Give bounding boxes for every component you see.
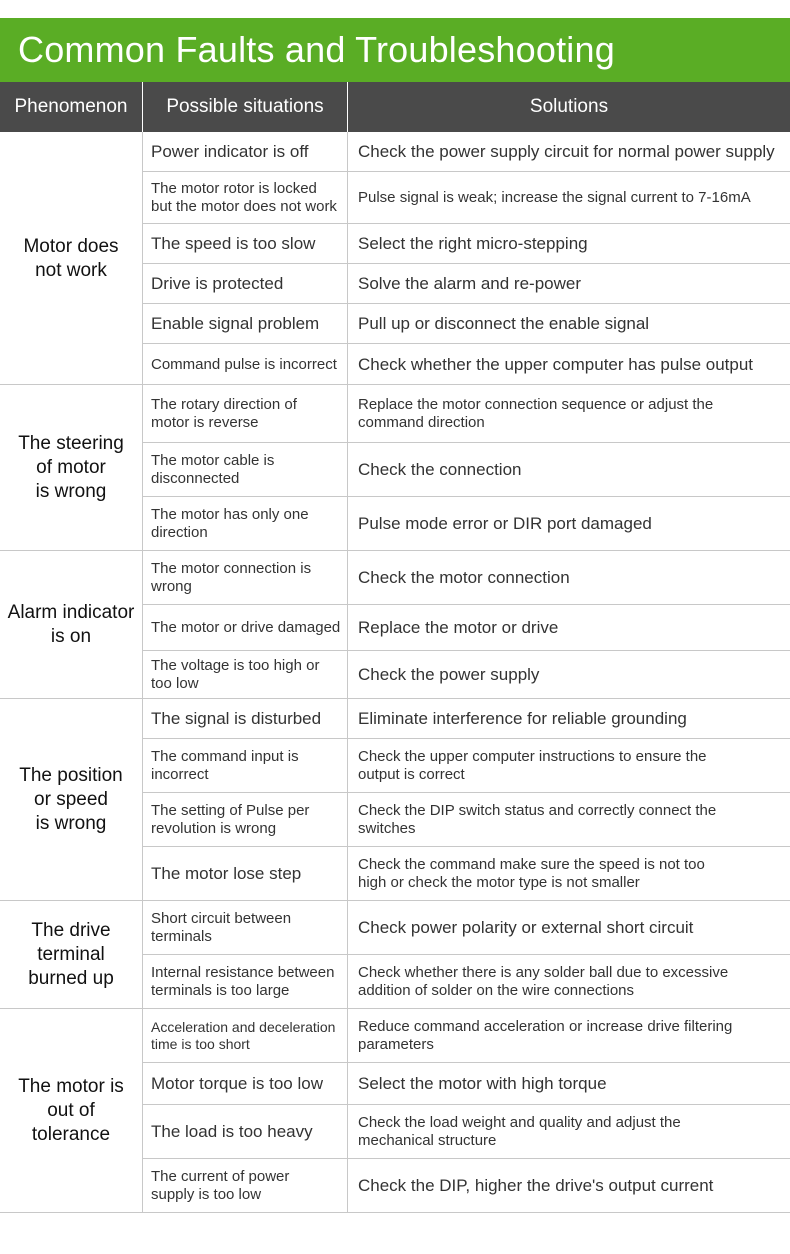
solution-cell: Solve the alarm and re-power: [358, 274, 582, 293]
solution-cell: Pull up or disconnect the enable signal: [358, 314, 650, 333]
troubleshooting-table: [0, 132, 790, 1214]
situation-cell: Command pulse is incorrect: [151, 355, 337, 373]
situation-cell: Drive is protected: [151, 274, 284, 293]
situation-cell: The current of power supply is too low: [151, 1168, 290, 1203]
situation-cell: The motor or drive damaged: [151, 619, 341, 636]
situation-cell: Power indicator is off: [151, 142, 309, 161]
situation-cell: Enable signal problem: [151, 314, 320, 333]
situation-cell: The motor rotor is locked but the motor does not work: [151, 180, 337, 215]
solution-cell: Pulse mode error or DIR port damaged: [358, 514, 652, 533]
solution-cell: Check power polarity or external short circuit: [358, 918, 694, 937]
solution-cell: Replace the motor or drive: [358, 618, 559, 637]
page-title: Common Faults and Troubleshooting: [0, 18, 790, 82]
solution-cell: Check whether there is any solder ball due to excessive addition of solder on the wire connections: [358, 964, 729, 999]
phenomenon-cell: The motor is out of tolerance: [18, 1076, 124, 1145]
situation-cell: The signal is disturbed: [151, 709, 322, 728]
solution-cell: Check the motor connection: [358, 568, 570, 587]
solution-cell: Select the motor with high torque: [358, 1074, 607, 1093]
situation-cell: Short circuit between terminals: [151, 910, 292, 945]
phenomenon-cell: Alarm indicator is on: [7, 602, 135, 647]
situation-cell: The motor lose step: [151, 864, 302, 883]
situation-cell: The motor has only one direction: [151, 506, 309, 541]
solution-cell: Check the connection: [358, 460, 522, 479]
column-divider: [347, 132, 348, 1213]
solution-cell: Check the DIP switch status and correctly connect the switches: [358, 802, 717, 837]
situation-cell: The voltage is too high or too low: [151, 657, 320, 692]
solution-cell: Check whether the upper computer has pulse output: [358, 354, 754, 374]
solution-cell: Pulse signal is weak; increase the signal current to 7-16mA: [358, 189, 751, 206]
table-header: [0, 82, 790, 132]
phenomenon-cell: Motor does not work: [23, 235, 119, 281]
solution-cell: Check the power supply circuit for normal power supply: [358, 142, 775, 161]
group-divider: [0, 1212, 790, 1213]
situation-cell: The load is too heavy: [151, 1122, 313, 1141]
header-solutions: Solutions: [529, 96, 609, 117]
phenomenon-cell: The position or speed is wrong: [19, 765, 123, 834]
header-phenomenon: Phenomenon: [14, 96, 128, 117]
phenomenon-cell: The steering of motor is wrong: [18, 433, 124, 502]
solution-cell: Check the power supply: [358, 665, 540, 684]
solution-cell: Eliminate interference for reliable grounding: [358, 709, 687, 728]
solution-cell: Check the load weight and quality and adjust the mechanical structure: [358, 1114, 681, 1149]
solution-cell: Reduce command acceleration or increase drive filtering parameters: [358, 1018, 733, 1053]
phenomenon-cell: The drive terminal burned up: [28, 920, 114, 989]
solution-cell: Check the command make sure the speed is not too high or check the motor type is not smaller: [358, 856, 705, 891]
situation-cell: Acceleration and deceleration time is too short: [151, 1019, 336, 1052]
situation-cell: The motor connection is wrong: [151, 560, 312, 595]
situation-cell: The speed is too slow: [151, 234, 316, 253]
situation-cell: The command input is incorrect: [151, 748, 299, 783]
solution-cell: Check the upper computer instructions to ensure the output is correct: [358, 748, 707, 783]
solution-cell: Check the DIP, higher the drive's output current: [358, 1176, 714, 1195]
situation-cell: The rotary direction of motor is reverse: [151, 396, 297, 431]
situation-cell: The setting of Pulse per revolution is wrong: [151, 802, 310, 837]
situation-cell: Internal resistance between terminals is too large: [151, 964, 335, 999]
situation-cell: The motor cable is disconnected: [151, 452, 275, 487]
column-divider: [142, 132, 143, 1213]
solution-cell: Select the right micro-stepping: [358, 234, 588, 253]
header-situations: Possible situations: [166, 96, 324, 117]
solution-cell: Replace the motor connection sequence or adjust the command direction: [358, 396, 714, 431]
situation-cell: Motor torque is too low: [151, 1074, 323, 1093]
